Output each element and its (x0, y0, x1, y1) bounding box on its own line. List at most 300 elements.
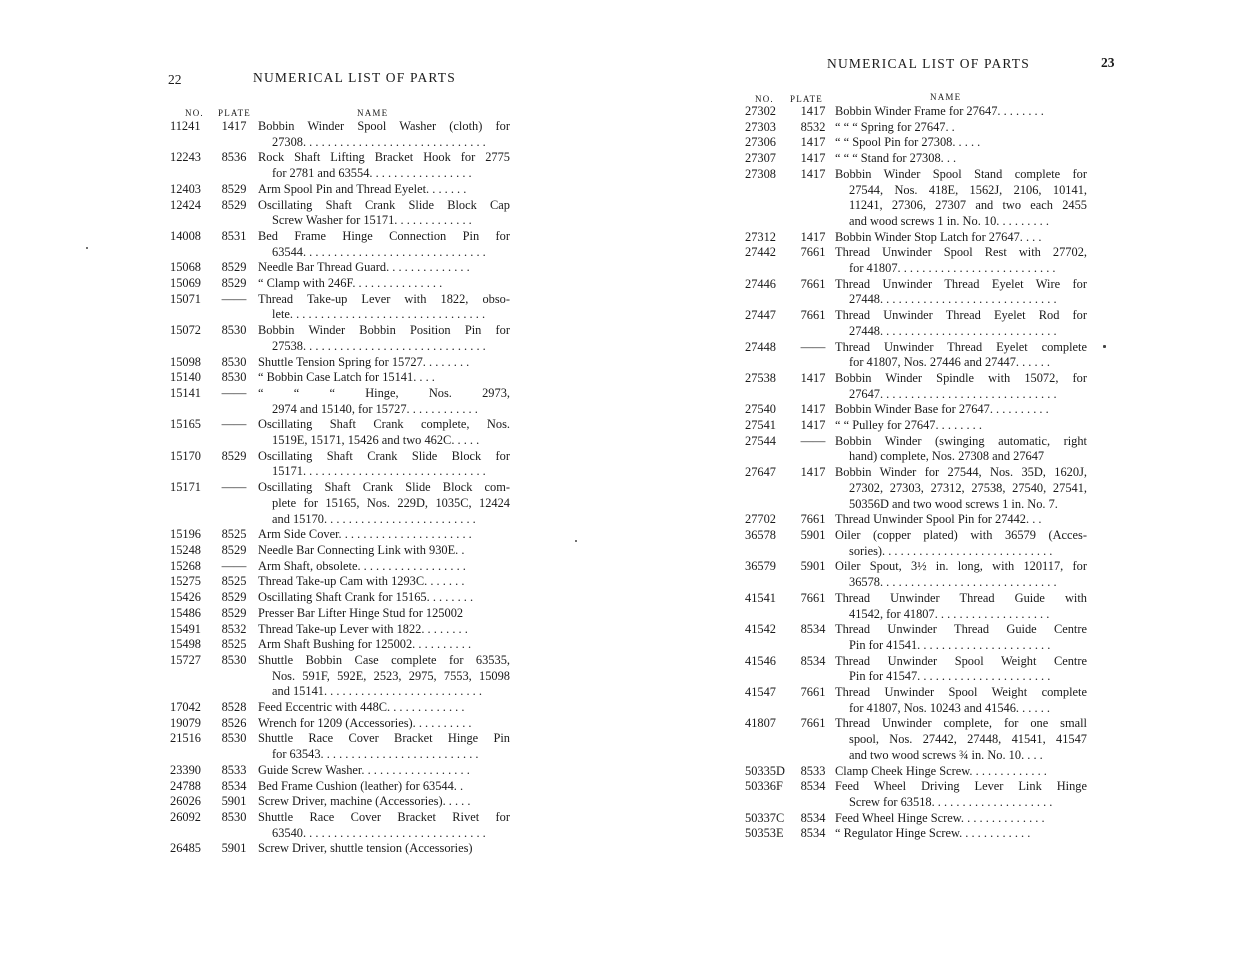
part-name-line: Thread Take-up Cam with 1293C. . . . . . . (258, 574, 465, 589)
part-name (258, 622, 510, 638)
part-name-line: 27647. . . . . . . . . . . . . . . . . . . . . . . . . . . . . (849, 386, 1057, 401)
plate-number: 8533 (800, 763, 826, 778)
table-row (170, 386, 510, 417)
table-row (745, 418, 1087, 434)
plate-number: 8529 (221, 542, 247, 557)
table-row (170, 700, 510, 716)
part-number: 15140 (170, 370, 201, 385)
part-number: 27447 (745, 308, 776, 323)
part-name (835, 434, 1087, 465)
part-number: 41541 (745, 590, 776, 605)
part-number: 15098 (170, 354, 201, 369)
table-row (170, 559, 510, 575)
page-title: NUMERICAL LIST OF PARTS (827, 56, 1030, 71)
plate-number: 7661 (800, 276, 826, 291)
part-name-line: “ “ “ Spring for 27647. . (835, 119, 955, 134)
plate-number: 1417 (800, 135, 826, 150)
plate-number: 8525 (221, 637, 247, 652)
table-row (170, 574, 510, 590)
part-name (835, 402, 1087, 418)
table-row (745, 826, 1087, 842)
part-name-line: “ “ “ Stand for 27308. . . (835, 151, 957, 166)
part-name (835, 826, 1087, 842)
part-name-line: Bobbin Winder Base for 27647. . . . . . . . . . (835, 402, 1049, 417)
table-row (745, 167, 1087, 230)
part-number: 50336F (745, 779, 783, 794)
table-row (745, 559, 1087, 590)
part-name-line: Screw Washer for 15171. . . . . . . . . . . . . (272, 213, 472, 228)
plate-number: 5901 (800, 559, 826, 574)
part-name (258, 229, 510, 260)
part-number: 15727 (170, 652, 201, 667)
part-name (835, 418, 1087, 434)
part-name (258, 119, 510, 150)
column-header-name: NAME (357, 108, 389, 118)
plate-number: 8536 (221, 150, 247, 165)
part-name (835, 654, 1087, 685)
table-row (745, 434, 1087, 465)
part-name (258, 731, 510, 762)
plate-number: 8532 (221, 621, 247, 636)
part-name (258, 527, 510, 543)
table-row (170, 480, 510, 527)
part-name-line: Oiler Spout, 3½ in. long, with 120117, for (835, 559, 1087, 574)
part-name-line: and two wood screws ¾ in. No. 10. . . . (849, 747, 1043, 762)
table-row (170, 779, 510, 795)
table-row (745, 371, 1087, 402)
table-row (745, 716, 1087, 763)
part-name-line: 11241, 27306, 27307 and two each 2455 (849, 198, 1087, 213)
part-name (258, 417, 510, 448)
table-row (745, 104, 1087, 120)
plate-number: 8534 (800, 826, 826, 841)
plate-number: 7661 (800, 308, 826, 323)
plate-number: 8525 (221, 527, 247, 542)
part-number: 50337C (745, 810, 785, 825)
part-name (258, 810, 510, 841)
part-number: 27442 (745, 245, 776, 260)
part-number: 15141 (170, 385, 201, 400)
plate-number: —— (221, 385, 247, 400)
parts-list (745, 104, 1087, 842)
part-name-line: 63544. . . . . . . . . . . . . . . . . . . . . . . . . . . . . . (272, 244, 486, 259)
part-number: 21516 (170, 731, 201, 746)
part-name (835, 371, 1087, 402)
part-name-line: Bobbin Winder for 27544, Nos. 35D, 1620J, (835, 465, 1087, 480)
part-number: 15170 (170, 448, 201, 463)
part-name-line: Thread Unwinder Thread Guide Centre (835, 622, 1087, 637)
part-name-line: 27448. . . . . . . . . . . . . . . . . . . . . . . . . . . . . (849, 292, 1057, 307)
plate-number: 8529 (221, 197, 247, 212)
column-header-plate: PLATE (790, 94, 823, 104)
part-name (835, 120, 1087, 136)
table-row (745, 120, 1087, 136)
plate-number: 8530 (221, 809, 247, 824)
plate-number: 8529 (221, 590, 247, 605)
part-number: 15275 (170, 574, 201, 589)
part-name (258, 292, 510, 323)
table-row (745, 591, 1087, 622)
plate-number: 8534 (221, 778, 247, 793)
plate-number: 8534 (800, 779, 826, 794)
part-number: 27303 (745, 119, 776, 134)
plate-number: 1417 (800, 151, 826, 166)
part-name (835, 764, 1087, 780)
table-row (745, 277, 1087, 308)
part-name-line: Arm Side Cover. . . . . . . . . . . . . . . . . . . . . . (258, 527, 472, 542)
part-name-line: Thread Unwinder Thread Guide with (835, 590, 1087, 605)
part-name-line: Thread Unwinder Spool Rest with 27702, (835, 245, 1087, 260)
part-name-line: Clamp Cheek Hinge Screw. . . . . . . . . . . . . (835, 763, 1047, 778)
plate-number: 7661 (800, 245, 826, 260)
part-name-line: Oscillating Shaft Crank Slide Block for (258, 448, 510, 463)
part-name-line: Oiler (copper plated) with 36579 (Acces- (835, 527, 1087, 542)
table-row (170, 810, 510, 841)
left-page (0, 0, 600, 954)
table-row (170, 543, 510, 559)
part-name (835, 512, 1087, 528)
part-name (835, 685, 1087, 716)
table-row (170, 527, 510, 543)
part-name (835, 528, 1087, 559)
part-name (835, 167, 1087, 230)
table-row (170, 716, 510, 732)
plate-number: 8531 (221, 228, 247, 243)
part-name-line: 63540. . . . . . . . . . . . . . . . . . . . . . . . . . . . . . (272, 825, 486, 840)
plate-number: 8530 (221, 652, 247, 667)
plate-number: 8529 (221, 605, 247, 620)
plate-number: 1417 (800, 370, 826, 385)
part-name (835, 559, 1087, 590)
part-name-line: Needle Bar Thread Guard. . . . . . . . . . . . . . (258, 260, 470, 275)
part-name-line: Screw Driver, machine (Accessories). . . . . (258, 794, 471, 809)
part-name-line: 41542, for 41807. . . . . . . . . . . . . . . . . . . (849, 606, 1050, 621)
table-row (745, 811, 1087, 827)
part-name (258, 574, 510, 590)
part-name-line: Bobbin Winder Stop Latch for 27647. . . . (835, 229, 1042, 244)
plate-number: 1417 (800, 418, 826, 433)
part-name-line: 50356D and two wood screws 1 in. No. 7. (849, 496, 1058, 511)
table-row (170, 637, 510, 653)
plate-number: 5901 (221, 841, 247, 856)
part-name-line: Thread Unwinder Thread Eyelet complete (835, 339, 1087, 354)
plate-number: 8526 (221, 715, 247, 730)
plate-number: 8528 (221, 700, 247, 715)
part-name-line: Arm Spool Pin and Thread Eyelet. . . . . . . (258, 181, 467, 196)
part-number: 15071 (170, 291, 201, 306)
column-header-no: NO. (755, 94, 774, 104)
plate-number: 7661 (800, 716, 826, 731)
part-name (258, 606, 510, 622)
part-name (258, 653, 510, 700)
table-row (745, 779, 1087, 810)
part-number: 12243 (170, 150, 201, 165)
part-name (835, 591, 1087, 622)
plate-number: 8530 (221, 354, 247, 369)
part-name-line: “ Bobbin Case Latch for 15141. . . . (258, 370, 435, 385)
plate-number: 8534 (800, 653, 826, 668)
part-name-line: Feed Wheel Hinge Screw. . . . . . . . . . . . . . (835, 810, 1045, 825)
part-number: 12403 (170, 181, 201, 196)
part-name (258, 323, 510, 354)
plate-number: 8533 (221, 762, 247, 777)
table-row (745, 465, 1087, 512)
part-name-line: 27308. . . . . . . . . . . . . . . . . . . . . . . . . . . . . . (272, 134, 486, 149)
part-name-line: Shuttle Tension Spring for 15727. . . . . . . . (258, 354, 470, 369)
part-number: 15196 (170, 527, 201, 542)
part-name (835, 245, 1087, 276)
part-number: 14008 (170, 228, 201, 243)
part-name (258, 559, 510, 575)
part-name-line: 15171. . . . . . . . . . . . . . . . . . . . . . . . . . . . . . (272, 464, 486, 479)
plate-number: 8529 (221, 181, 247, 196)
plate-number: —— (800, 433, 826, 448)
part-name-line: and 15141. . . . . . . . . . . . . . . . . . . . . . . . . . (272, 684, 482, 699)
part-number: 41807 (745, 716, 776, 731)
part-name-line: Bed Frame Hinge Connection Pin for (258, 228, 510, 243)
right-page (600, 0, 1235, 954)
part-name (835, 151, 1087, 167)
part-name (258, 386, 510, 417)
table-row (745, 512, 1087, 528)
scan-speck (1103, 345, 1106, 348)
parts-list (170, 119, 510, 857)
part-name-line: Bed Frame Cushion (leather) for 63544. . (258, 778, 464, 793)
table-row (170, 182, 510, 198)
part-name-line: and wood screws 1 in. No. 10. . . . . . . . . (849, 213, 1049, 228)
part-name (258, 276, 510, 292)
part-name-line: for 63543. . . . . . . . . . . . . . . . . . . . . . . . . . (272, 747, 479, 762)
part-name-line: Shuttle Race Cover Bracket Hinge Pin (258, 731, 510, 746)
part-name-line: Oscillating Shaft Crank for 15165. . . . . . . . (258, 590, 474, 605)
part-name (258, 841, 510, 857)
table-row (745, 308, 1087, 339)
part-name-line: Bobbin Winder (swinging automatic, right (835, 433, 1087, 448)
part-name-line: “ “ “ Hinge, Nos. 2973, (258, 385, 510, 400)
plate-number: 8534 (800, 622, 826, 637)
part-number: 41542 (745, 622, 776, 637)
part-number: 15072 (170, 323, 201, 338)
plate-number: 1417 (221, 119, 247, 133)
table-row (170, 150, 510, 181)
part-name-line: for 41807. . . . . . . . . . . . . . . . . . . . . . . . . . (849, 261, 1056, 276)
part-name-line: Presser Bar Lifter Hinge Stud for 125002 (258, 605, 464, 620)
part-number: 26485 (170, 841, 201, 856)
table-row (170, 417, 510, 448)
part-name-line: Needle Bar Connecting Link with 930E. . (258, 542, 465, 557)
table-row (745, 340, 1087, 371)
column-header-plate: PLATE (218, 108, 251, 118)
part-number: 15068 (170, 260, 201, 275)
part-name-line: “ Regulator Hinge Screw. . . . . . . . . . . . (835, 826, 1031, 841)
part-number: 26092 (170, 809, 201, 824)
table-row (745, 230, 1087, 246)
part-name-line: 27538. . . . . . . . . . . . . . . . . . . . . . . . . . . . . . (272, 338, 486, 353)
part-number: 27307 (745, 151, 776, 166)
table-row (745, 528, 1087, 559)
part-number: 15165 (170, 417, 201, 432)
table-row (170, 229, 510, 260)
part-name (835, 277, 1087, 308)
part-number: 27308 (745, 166, 776, 181)
part-name-line: Thread Take-up Lever with 1822, obso- (258, 291, 510, 306)
part-name-line: hand) complete, Nos. 27308 and 27647 (849, 449, 1045, 464)
part-name-line: “ “ Pulley for 27647. . . . . . . . (835, 418, 982, 433)
part-name-line: Bobbin Winder Frame for 27647. . . . . . . . (835, 104, 1044, 118)
part-number: 15426 (170, 590, 201, 605)
part-name-line: Screw Driver, shuttle tension (Accessories) (258, 841, 473, 856)
part-name (835, 230, 1087, 246)
plate-number: —— (221, 558, 247, 573)
part-name-line: and 15170. . . . . . . . . . . . . . . . . . . . . . . . . (272, 511, 476, 526)
part-name-line: spool, Nos. 27442, 27448, 41541, 41547 (849, 732, 1087, 747)
part-name-line: Bobbin Winder Spool Washer (cloth) for (258, 119, 510, 133)
part-number: 15498 (170, 637, 201, 652)
plate-number: 8530 (221, 370, 247, 385)
table-row (745, 685, 1087, 716)
part-number: 50353E (745, 826, 784, 841)
column-header-name: NAME (930, 92, 962, 102)
part-name (258, 260, 510, 276)
part-name-line: 1519E, 15171, 15426 and two 462C. . . . . (272, 433, 480, 448)
plate-number: 8529 (221, 260, 247, 275)
part-name-line: Pin for 41547. . . . . . . . . . . . . . . . . . . . . . (849, 669, 1051, 684)
part-name (258, 794, 510, 810)
part-number: 27540 (745, 402, 776, 417)
page-title: NUMERICAL LIST OF PARTS (253, 70, 456, 85)
table-row (745, 764, 1087, 780)
part-name (258, 449, 510, 480)
part-number: 19079 (170, 715, 201, 730)
plate-number: 1417 (800, 402, 826, 417)
plate-number: 7661 (800, 512, 826, 527)
plate-number: 1417 (800, 229, 826, 244)
part-name-line: 2974 and 15140, for 15727. . . . . . . . . . . . (272, 401, 478, 416)
table-row (170, 260, 510, 276)
table-row (170, 119, 510, 150)
table-row (745, 654, 1087, 685)
part-name (835, 135, 1087, 151)
part-name-line: Feed Wheel Driving Lever Link Hinge (835, 779, 1087, 794)
table-row (170, 653, 510, 700)
part-name-line: Thread Unwinder complete, for one small (835, 716, 1087, 731)
part-name (835, 779, 1087, 810)
part-name-line: Thread Unwinder Spool Weight Centre (835, 653, 1087, 668)
table-row (170, 622, 510, 638)
part-name-line: Thread Unwinder Spool Weight complete (835, 685, 1087, 700)
part-name (835, 622, 1087, 653)
table-row (170, 370, 510, 386)
column-header-no: NO. (185, 108, 204, 118)
plate-number: 8525 (221, 574, 247, 589)
part-number: 27448 (745, 339, 776, 354)
table-row (170, 763, 510, 779)
part-name (258, 779, 510, 795)
part-name (258, 182, 510, 198)
part-name-line: Shuttle Bobbin Case complete for 63535, (258, 652, 510, 667)
plate-number: 8532 (800, 119, 826, 134)
table-row (170, 606, 510, 622)
part-name-line: “ “ Spool Pin for 27308. . . . . (835, 135, 981, 150)
table-row (170, 292, 510, 323)
part-number: 36579 (745, 559, 776, 574)
part-number: 41547 (745, 685, 776, 700)
part-name-line: Screw for 63518. . . . . . . . . . . . . . . . . . . . (849, 794, 1053, 809)
part-number: 27544 (745, 433, 776, 448)
part-name-line: Bobbin Winder Spindle with 15072, for (835, 370, 1087, 385)
part-name (258, 763, 510, 779)
part-name (835, 811, 1087, 827)
page-number: 23 (1101, 55, 1115, 70)
part-number: 15069 (170, 276, 201, 291)
part-number: 26026 (170, 794, 201, 809)
part-name-line: Bobbin Winder Bobbin Position Pin for (258, 323, 510, 338)
plate-number: 8530 (221, 323, 247, 338)
part-name (258, 150, 510, 181)
part-number: 24788 (170, 778, 201, 793)
part-number: 27312 (745, 229, 776, 244)
part-name-line: Rock Shaft Lifting Bracket Hook for 2775 (258, 150, 510, 165)
part-name-line: 36578. . . . . . . . . . . . . . . . . . . . . . . . . . . . . (849, 575, 1057, 590)
part-name-line: Nos. 591F, 592E, 2523, 2975, 7553, 15098 (272, 668, 510, 683)
table-row (170, 731, 510, 762)
part-name-line: Thread Unwinder Spool Pin for 27442. . . (835, 512, 1042, 527)
part-name (258, 543, 510, 559)
part-name-line: “ Clamp with 246F. . . . . . . . . . . . . . . (258, 276, 443, 291)
table-row (170, 449, 510, 480)
part-name-line: Pin for 41541. . . . . . . . . . . . . . . . . . . . . . (849, 637, 1051, 652)
part-number: 15268 (170, 558, 201, 573)
part-name-line: Arm Shaft, obsolete. . . . . . . . . . . . . . . . . . (258, 558, 466, 573)
part-name-line: Oscillating Shaft Crank Slide Block Cap (258, 197, 510, 212)
scan-speck (86, 247, 88, 249)
part-number: 15486 (170, 605, 201, 620)
part-number: 17042 (170, 700, 201, 715)
plate-number: —— (221, 291, 247, 306)
plate-number: 1417 (800, 465, 826, 480)
part-number: 50335D (745, 763, 785, 778)
plate-number: 7661 (800, 685, 826, 700)
part-number: 23390 (170, 762, 201, 777)
table-row (745, 622, 1087, 653)
plate-number: —— (221, 480, 247, 495)
page-number: 22 (168, 72, 182, 87)
plate-number: —— (800, 339, 826, 354)
part-name-line: 27544, Nos. 418E, 1562J, 2106, 10141, (849, 182, 1087, 197)
part-name-line: 27448. . . . . . . . . . . . . . . . . . . . . . . . . . . . . (849, 323, 1057, 338)
part-name (258, 355, 510, 371)
part-name-line: Thread Unwinder Thread Eyelet Rod for (835, 308, 1087, 323)
plate-number: —— (221, 417, 247, 432)
part-name-line: sories). . . . . . . . . . . . . . . . . . . . . . . . . . . . (849, 543, 1053, 558)
part-number: 12424 (170, 197, 201, 212)
table-row (170, 323, 510, 354)
part-name (258, 590, 510, 606)
part-name-line: Wrench for 1209 (Accessories). . . . . . . . . . (258, 715, 472, 730)
part-name-line: lete. . . . . . . . . . . . . . . . . . . . . . . . . . . . . . . . (272, 307, 486, 322)
part-number: 27541 (745, 418, 776, 433)
part-name (258, 480, 510, 527)
table-row (170, 841, 510, 857)
part-number: 15248 (170, 542, 201, 557)
part-number: 27302 (745, 104, 776, 118)
table-row (170, 590, 510, 606)
table-row (745, 135, 1087, 151)
part-name-line: for 2781 and 63554. . . . . . . . . . . . . . . . . (272, 166, 472, 181)
table-row (745, 151, 1087, 167)
part-name-line: plete for 15165, Nos. 229D, 1035C, 12424 (272, 495, 510, 510)
table-row (745, 245, 1087, 276)
